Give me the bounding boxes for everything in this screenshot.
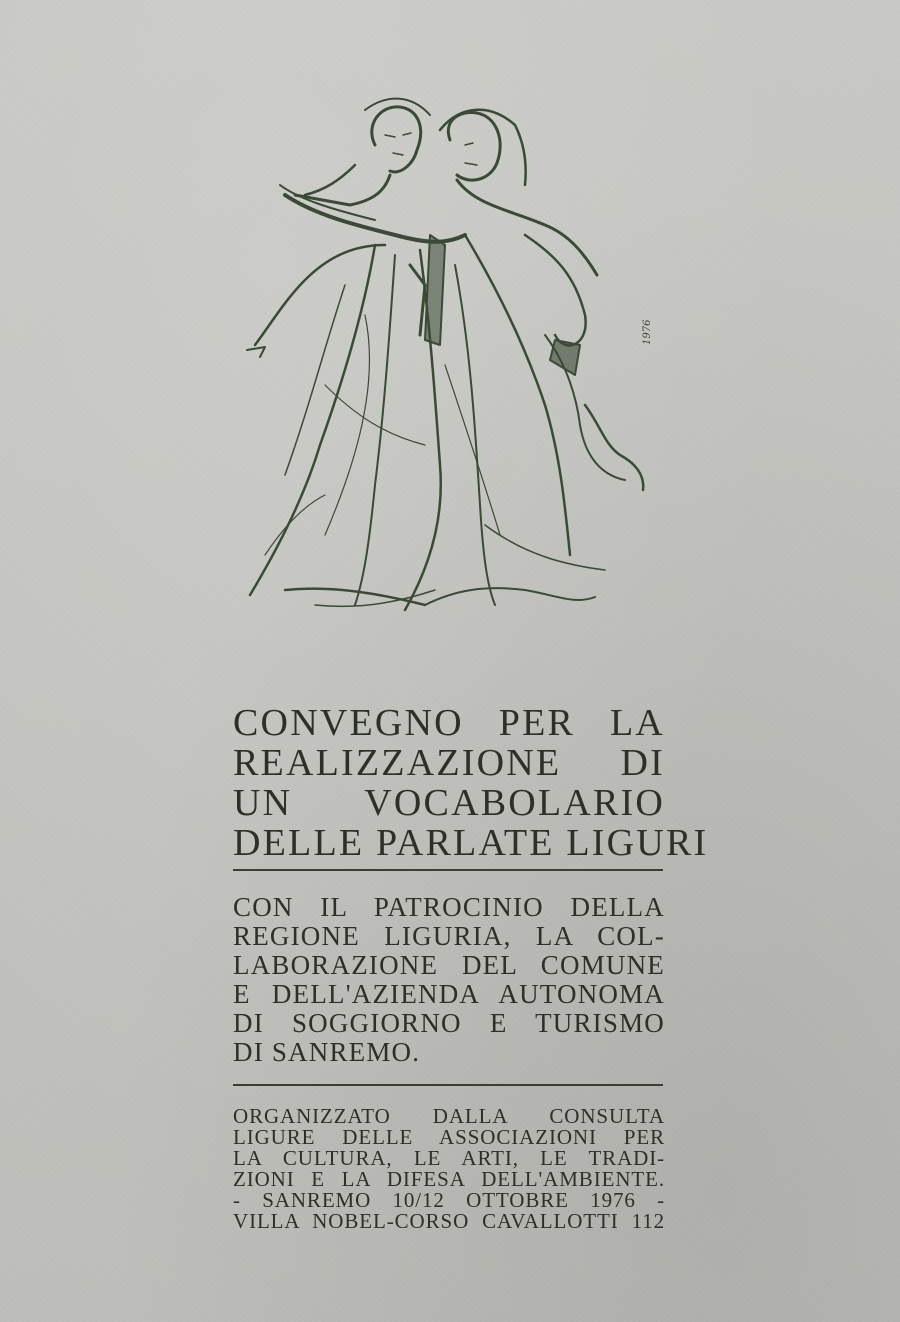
- patronage-line: REGIONE LIGURIA, LA COL-: [233, 921, 665, 951]
- artist-signature: 1976: [642, 319, 653, 345]
- two-figures-sketch-icon: [225, 85, 675, 625]
- patronage-paragraph: [233, 893, 665, 1067]
- title-line: REALIZZAZIONE DI: [233, 742, 665, 784]
- divider: [233, 1084, 663, 1086]
- organizer-line: LIGURE DELLE ASSOCIAZIONI PER: [233, 1125, 665, 1149]
- organizer-line: ZIONI E LA DIFESA DELL'AMBIENTE.: [233, 1167, 665, 1191]
- organizer-line: LA CULTURA, LE ARTI, LE TRADI-: [233, 1146, 665, 1170]
- patronage-line: DI SANREMO.: [233, 1037, 421, 1067]
- organizer-line: - SANREMO 10/12 OTTOBRE 1976 -: [233, 1188, 665, 1212]
- patronage-line: DI SOGGIORNO E TURISMO: [233, 1008, 665, 1038]
- title-line: DELLE PARLATE LIGURI: [233, 822, 709, 864]
- document-title: [233, 702, 709, 864]
- title-line: UN VOCABOLARIO: [233, 782, 665, 824]
- patronage-line: CON IL PATROCINIO DELLA: [233, 892, 665, 922]
- divider: [233, 869, 663, 871]
- organizer-paragraph: [233, 1106, 665, 1232]
- organizer-line: ORGANIZZATO DALLA CONSULTA: [233, 1104, 665, 1128]
- organizer-line: VILLA NOBEL-CORSO CAVALLOTTI 112: [233, 1209, 665, 1233]
- patronage-line: E DELL'AZIENDA AUTONOMA: [233, 979, 665, 1009]
- patronage-line: LABORAZIONE DEL COMUNE: [233, 950, 665, 980]
- title-line: CONVEGNO PER LA: [233, 702, 665, 744]
